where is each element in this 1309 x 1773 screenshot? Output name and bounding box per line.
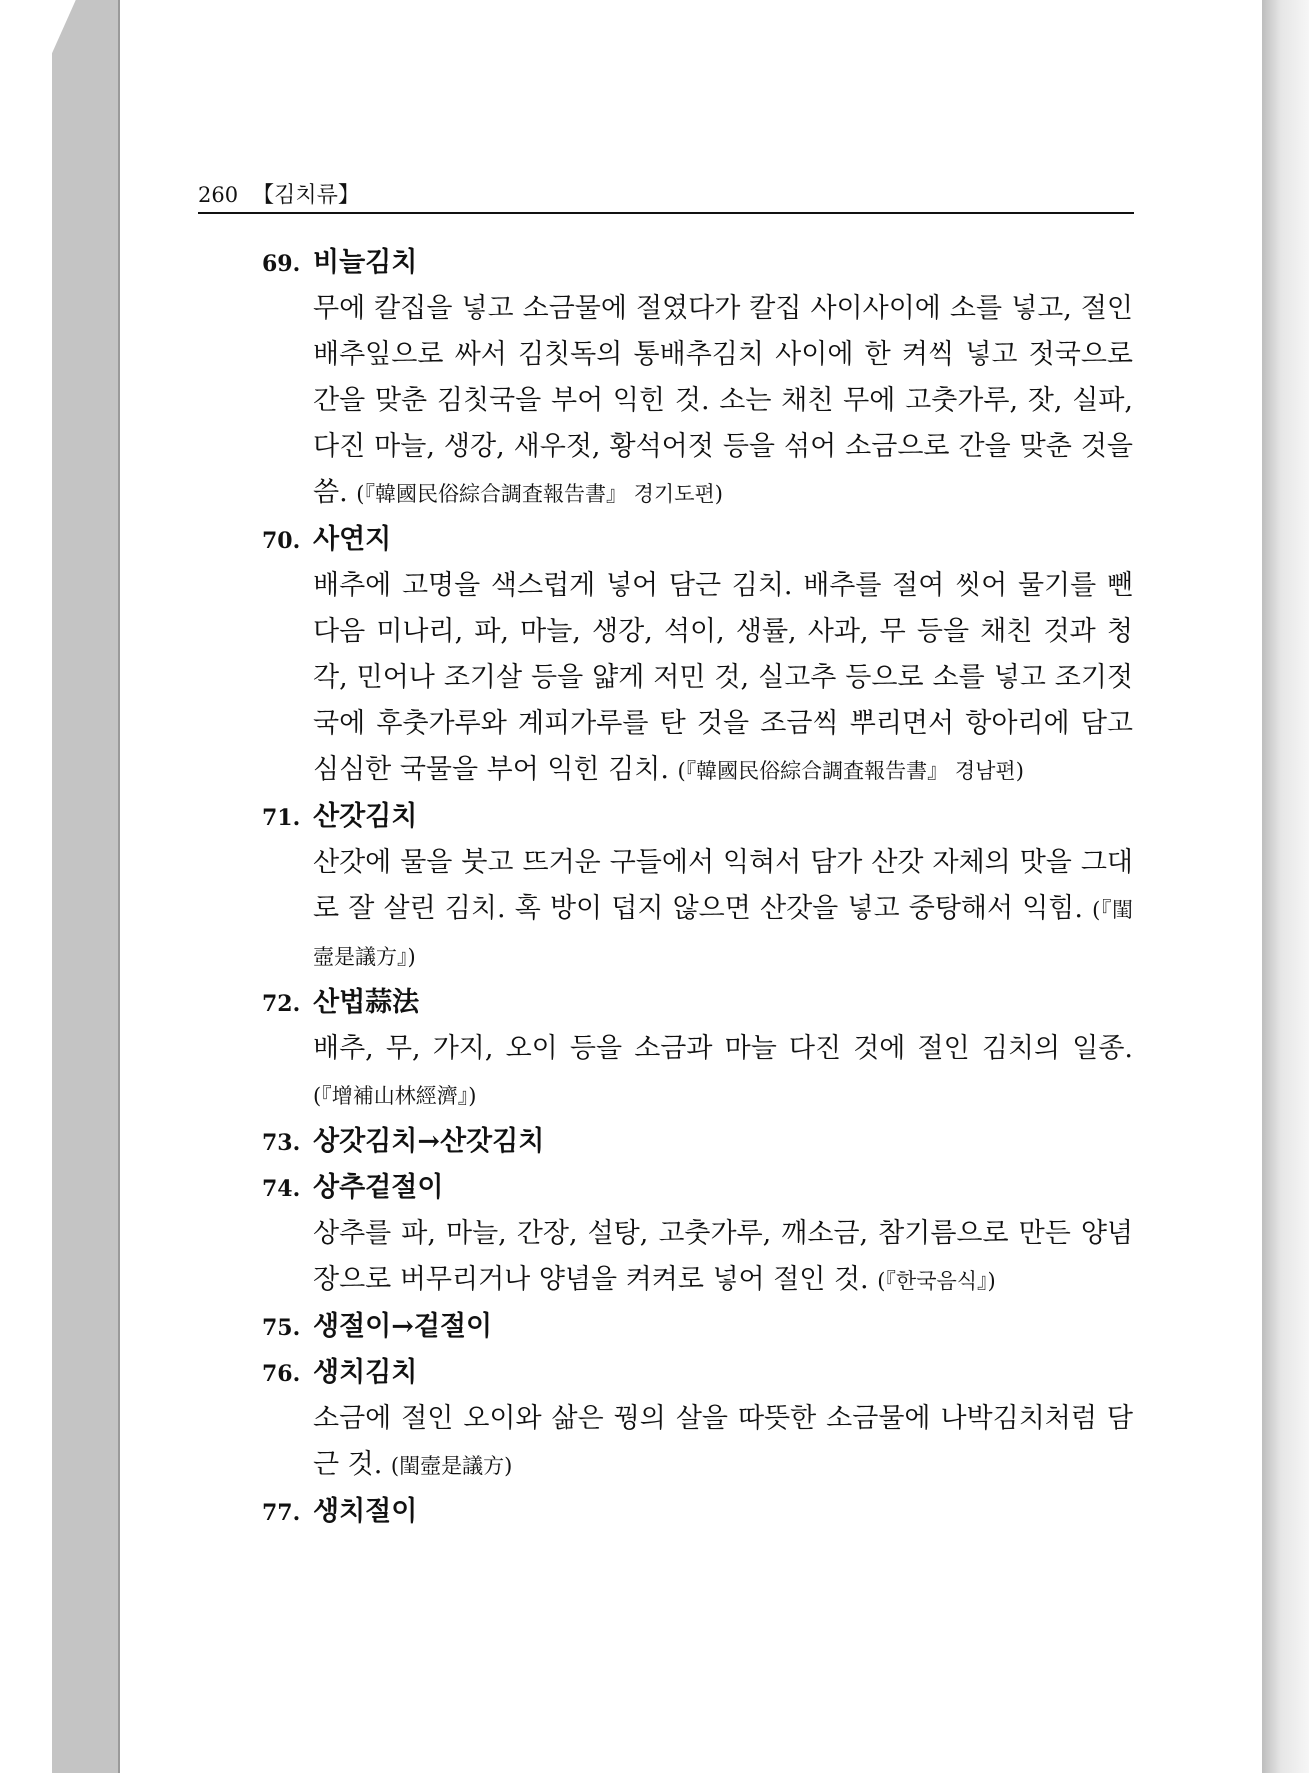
entry-73 <box>262 1119 1133 1165</box>
entry-70 <box>262 517 1133 794</box>
entry-term: 76. 생치김치 <box>262 1357 418 1388</box>
entry-71 <box>262 794 1133 980</box>
running-header <box>198 178 1134 212</box>
entry-term: 75. 생절이→겉절이 <box>262 1311 493 1342</box>
dictionary-entries <box>262 240 1133 1535</box>
entry-source: (『韓國民俗綜合調査報告書』 경남편) <box>677 759 1024 783</box>
entry-source: (閨壼是議方) <box>390 1454 513 1478</box>
entry-body: 무에 칼집을 넣고 소금물에 절였다가 칼집 사이사이에 소를 넣고, 절인 배추잎으로 싸서 김칫독의 통배추김치 사이에 한 켜씩 넣고 젓국으로 간을 맞춘 김칫국을 부어 익힌 것. 소는 채친 무에 고춧가루, 잣, 실파, 다진 마늘, 생강, 새우젓, 황석어젓 등을 섞어 소금으로 간을 맞춘 것을 씀. (『韓國民俗綜合調査報告書』 경기도편) <box>313 293 1133 508</box>
entry-source: (『韓國民俗綜合調査報告書』 경기도편) <box>356 482 723 506</box>
entry-body: 산갓에 물을 붓고 뜨거운 구들에서 익혀서 담가 산갓 자체의 맛을 그대로 잘 살린 김치. 혹 방이 덥지 않으면 산갓을 넣고 중탕해서 익힘. (『閨壼是議方』) <box>313 847 1133 969</box>
entry-75 <box>262 1304 1133 1350</box>
entry-body: 배추, 무, 가지, 오이 등을 소금과 마늘 다진 것에 절인 김치의 일종. (『增補山林經濟』) <box>313 1033 1133 1108</box>
entry-69 <box>262 240 1133 517</box>
entry-term: 73. 상갓김치→산갓김치 <box>262 1126 545 1157</box>
entry-term: 77. 생치절이 <box>262 1496 418 1527</box>
entry-source: (『한국음식』) <box>877 1269 996 1293</box>
entry-76 <box>262 1350 1133 1489</box>
entry-72 <box>262 980 1133 1119</box>
entry-body: 상추를 파, 마늘, 간장, 설탕, 고춧가루, 깨소금, 참기름으로 만든 양념장으로 버무리거나 양념을 켜켜로 넣어 절인 것. (『한국음식』) <box>313 1218 1133 1295</box>
entry-term: 71. 산갓김치 <box>262 801 418 832</box>
entry-term: 69. 비늘김치 <box>262 247 418 278</box>
page-shadow <box>1262 0 1309 1773</box>
entry-77 <box>262 1489 1133 1535</box>
book-side-edge <box>52 0 118 1773</box>
entry-74 <box>262 1165 1133 1304</box>
entry-term: 72. 산법蒜法 <box>262 987 420 1018</box>
entry-source: (『增補山林經濟』) <box>313 1084 477 1108</box>
entry-source: (『閨壼是議方』) <box>313 898 1133 969</box>
header-rule <box>198 212 1134 214</box>
entry-term: 74. 상추겉절이 <box>262 1172 444 1203</box>
entry-body: 배추에 고명을 색스럽게 넣어 담근 김치. 배추를 절여 씻어 물기를 뺀 다음 미나리, 파, 마늘, 생강, 석이, 생률, 사과, 무 등을 채친 것과 청각, 민어나 조기살 등을 얇게 저민 것, 실고추 등으로 소를 넣고 조기젓국에 후춧가루와 계피가루를 탄 것을 조금씩 뿌리면서 항아리에 담고 심심한 국물을 부어 익힌 김치. (『韓國民俗綜合調査報告書』 경남편) <box>313 570 1133 785</box>
entry-body: 소금에 절인 오이와 삶은 꿩의 살을 따뜻한 소금물에 나박김치처럼 담근 것. (閨壼是議方) <box>313 1403 1133 1480</box>
section-title: 【김치류】 <box>252 183 360 208</box>
page-number: 260 <box>198 183 239 207</box>
entry-term: 70. 사연지 <box>262 524 392 555</box>
